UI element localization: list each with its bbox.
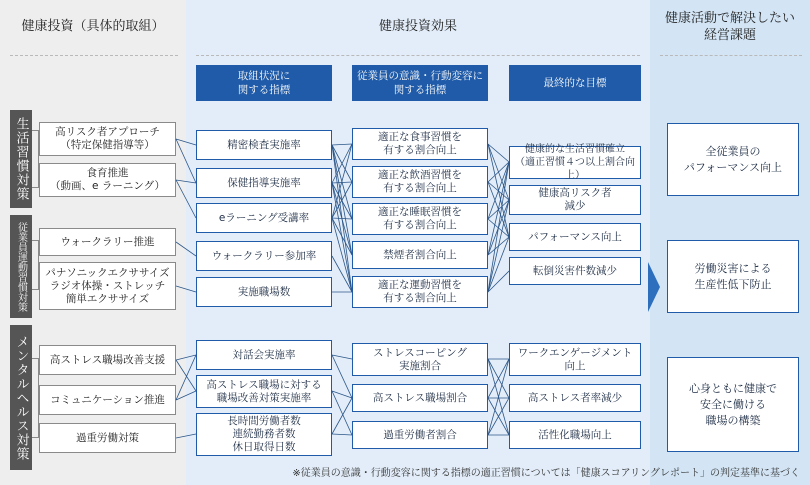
behavior-indicator-overworked: 過重労働者割合 [352, 421, 488, 449]
footnote: ※従業員の意識・行動変容に関する指標の適正習慣については「健康スコアリングレポート」の判定基準に基づく [292, 468, 800, 479]
connector-line [176, 286, 196, 292]
initiative-walk-rally: ウォークラリー推進 [39, 228, 176, 256]
connector-line [176, 242, 196, 256]
left-column-header: 健康投資（具体的取組） [21, 19, 165, 34]
connector-line [176, 139, 196, 145]
activity-indicator-workplace-improvement: 高ストレス職場に対する 職場改善対策実施率 [196, 375, 332, 408]
final-goal-work-engagement: ワークエンゲージメント 向上 [509, 343, 641, 376]
subheader-behavior-indicators: 従業員の意識・行動変容に 関する指標 [352, 65, 488, 101]
activity-indicator-elearning: eラーニング受講率 [196, 203, 332, 233]
connector-line [176, 434, 196, 438]
connector-line [332, 144, 352, 145]
behavior-indicator-high-stress-workplaces: 高ストレス職場割合 [352, 384, 488, 412]
initiative-overwork-measures: 過重労働対策 [39, 423, 176, 453]
final-goal-healthy-lifestyle: 健康的な生活習慣確立 （適正習慣４つ以上割合向上） [509, 146, 641, 179]
connector-line [176, 139, 196, 183]
category-lifestyle: 生活習慣対策 [10, 110, 32, 208]
activity-indicator-detailed-exam: 精密検査実施率 [196, 130, 332, 160]
behavior-indicator-exercise: 適正な運動習慣を 有する割合向上 [352, 276, 488, 308]
initiative-communication: コミュニケーション推進 [39, 385, 176, 415]
connector-line [176, 360, 196, 391]
initiative-food-education: 食育推進 （動画、e ラーニング） [39, 163, 176, 197]
final-goal-high-stress-rate: 高ストレス者率減少 [509, 384, 641, 412]
activity-indicator-workplaces: 実施職場数 [196, 277, 332, 307]
category-exercise: 従業員運動習慣対策 [10, 215, 32, 318]
final-goal-high-risk-reduction: 健康高リスク者 減少 [509, 185, 641, 215]
connector-line [332, 218, 352, 292]
final-goal-active-workplaces: 活性化職場向上 [509, 421, 641, 449]
subheader-final-goals: 最終的な目標 [509, 65, 641, 101]
final-goal-fall-accidents: 転倒災害件数減少 [509, 257, 641, 285]
activity-indicator-walk-rally: ウォークラリー参加率 [196, 241, 332, 271]
initiative-high-risk-approach: 高リスク者アプローチ （特定保健指導等） [39, 122, 176, 156]
initiative-panasonic-exercise: パナソニックエクササイズ ラジオ体操・ストレッチ 簡単エクササイズ [39, 262, 176, 310]
right-arrow-icon [648, 262, 660, 312]
connector-line [332, 355, 352, 359]
connector-line [332, 355, 352, 398]
connector-line [488, 162, 509, 292]
business-issue-safe-workplace: 心身ともに健康で 安全に働ける 職場の構築 [667, 357, 799, 452]
activity-indicator-overwork: 長時間労働者数 連続勤務者数 休日取得日数 [196, 413, 332, 456]
final-goal-performance: パフォーマンス向上 [509, 223, 641, 251]
connector-line [176, 355, 196, 400]
behavior-indicator-stress-coping: ストレスコーピング 実施割合 [352, 343, 488, 376]
connector-line [332, 218, 352, 219]
category-mental-health: メンタルヘルス対策 [10, 325, 32, 470]
connector-line [176, 180, 196, 183]
behavior-indicator-drinking: 適正な飲酒習慣を 有する割合向上 [352, 166, 488, 198]
connector-line [176, 180, 196, 218]
activity-indicator-health-guidance: 保健指導実施率 [196, 168, 332, 198]
connector-line [332, 434, 352, 435]
right-column-header: 健康活動で解決したい 経営課題 [664, 11, 795, 43]
business-issue-performance: 全従業員の パフォーマンス向上 [667, 123, 799, 196]
business-issue-accident-prevention: 労働災害による 生産性低下防止 [667, 240, 799, 313]
subheader-activity-indicators: 取組状況に 関する指標 [196, 65, 332, 101]
middle-column-header: 健康投資効果 [378, 19, 457, 34]
initiative-high-stress-support: 高ストレス職場改善支援 [39, 345, 176, 375]
behavior-indicator-sleep: 適正な睡眠習慣を 有する割合向上 [352, 203, 488, 235]
activity-indicator-dialogue: 対話会実施率 [196, 340, 332, 370]
connector-line [176, 355, 196, 360]
behavior-indicator-diet: 適正な食事習慣を 有する割合向上 [352, 128, 488, 160]
behavior-indicator-nonsmoking: 禁煙者割合向上 [352, 241, 488, 269]
